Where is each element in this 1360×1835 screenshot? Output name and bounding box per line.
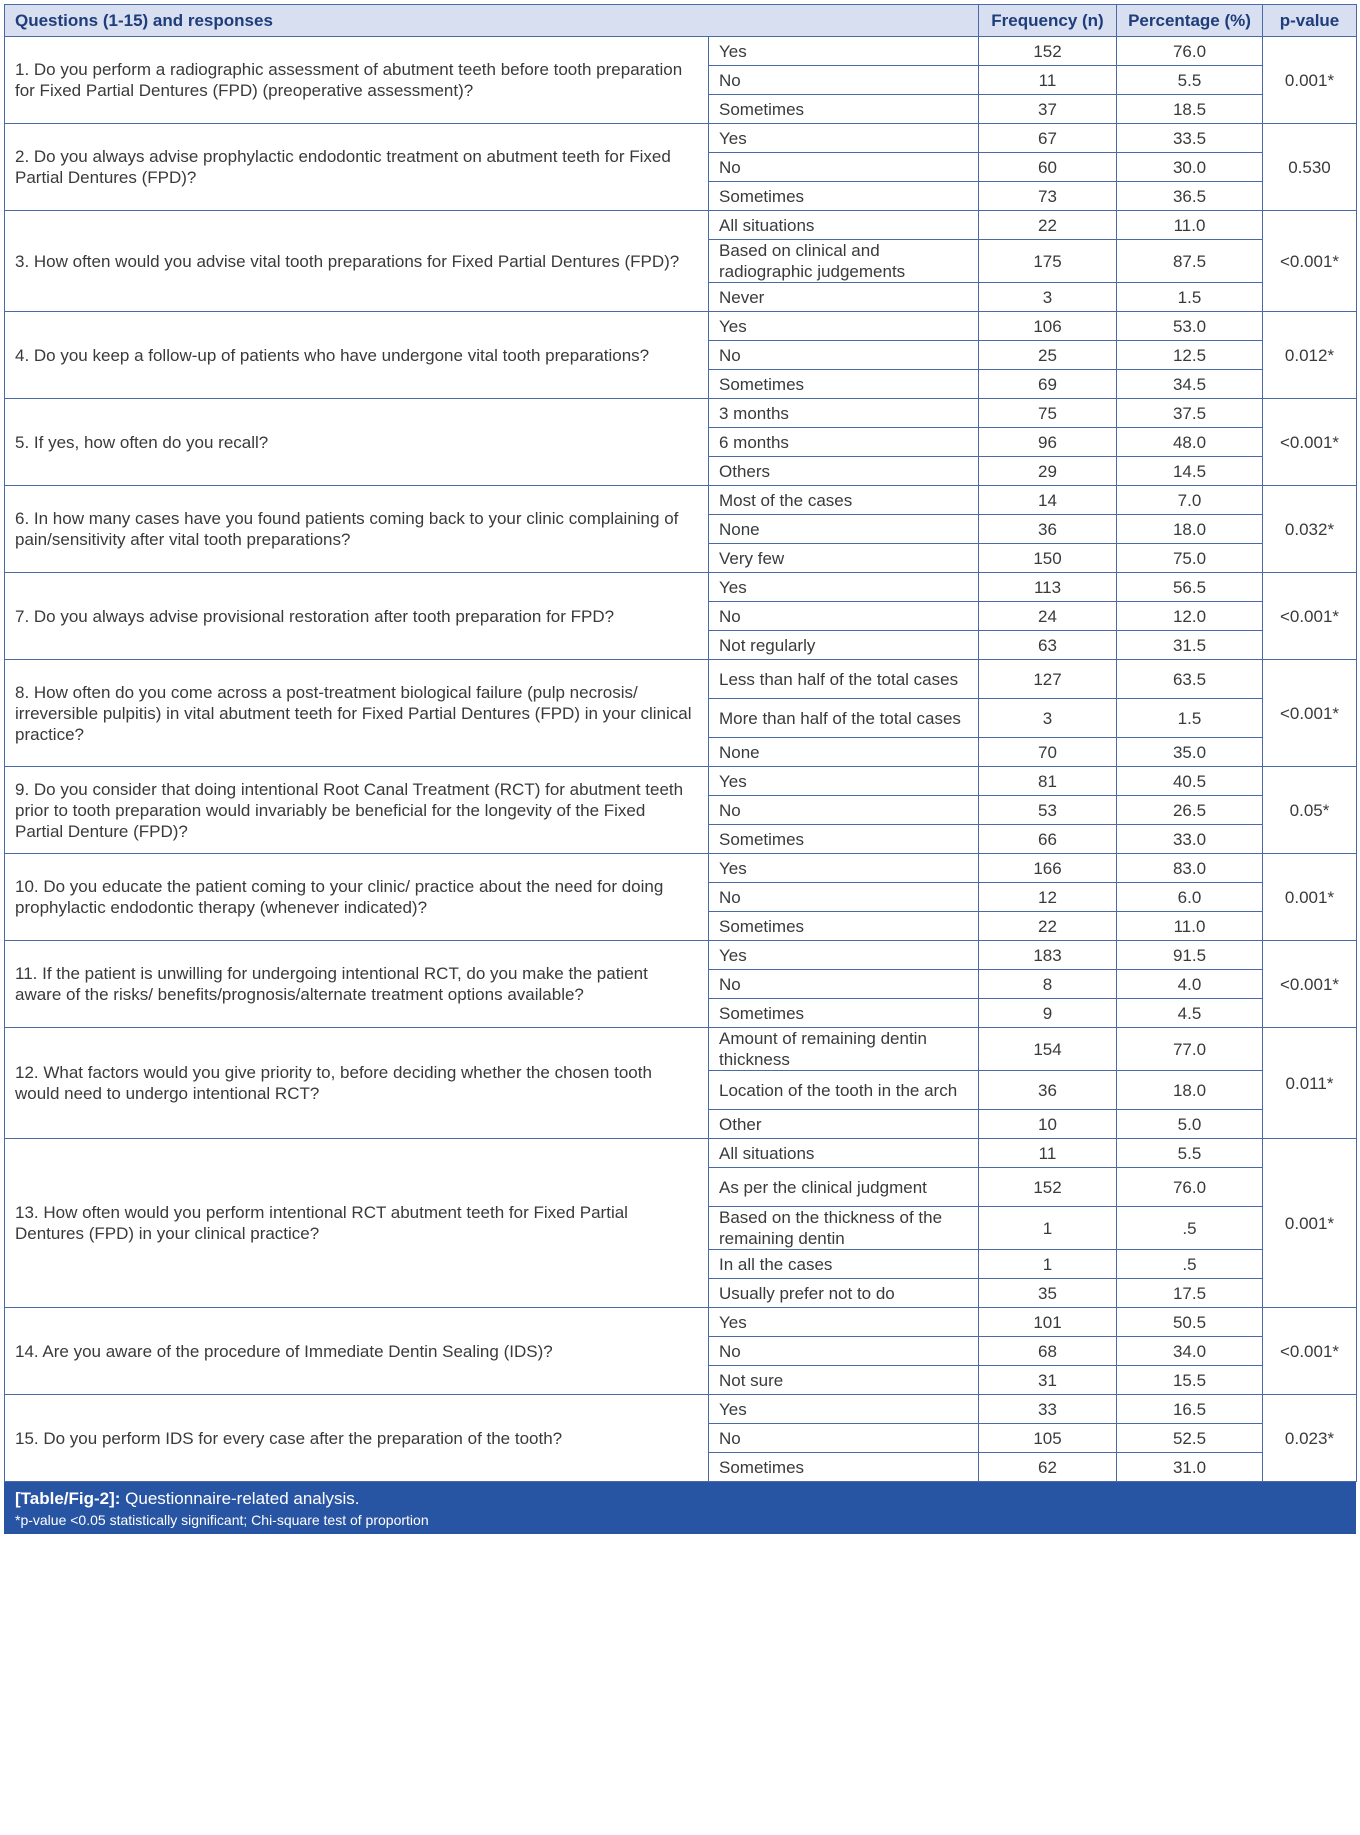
frequency-value: 8 [979, 970, 1117, 999]
percentage-value: 87.5 [1117, 240, 1263, 283]
frequency-value: 9 [979, 999, 1117, 1028]
question-text: 6. In how many cases have you found patients coming back to your clinic complaining of pain/sensitivity after vital tooth preparations? [5, 486, 709, 573]
percentage-value: 52.5 [1117, 1424, 1263, 1453]
frequency-value: 70 [979, 738, 1117, 767]
response-option: Others [709, 457, 979, 486]
frequency-value: 11 [979, 66, 1117, 95]
frequency-value: 166 [979, 854, 1117, 883]
response-option: Based on the thickness of the remaining dentin [709, 1207, 979, 1250]
frequency-value: 106 [979, 312, 1117, 341]
percentage-value: .5 [1117, 1250, 1263, 1279]
response-option: 6 months [709, 428, 979, 457]
percentage-value: 31.0 [1117, 1453, 1263, 1482]
frequency-value: 14 [979, 486, 1117, 515]
p-value: <0.001* [1263, 211, 1357, 312]
table-row [5, 1308, 1357, 1337]
frequency-column-header: Frequency (n) [979, 5, 1117, 37]
question-text: 14. Are you aware of the procedure of Immediate Dentin Sealing (IDS)? [5, 1308, 709, 1395]
response-option: No [709, 1424, 979, 1453]
question-text: 15. Do you perform IDS for every case after the preparation of the tooth? [5, 1395, 709, 1482]
p-value: 0.032* [1263, 486, 1357, 573]
frequency-value: 60 [979, 153, 1117, 182]
frequency-value: 37 [979, 95, 1117, 124]
table-row [5, 854, 1357, 883]
response-option: No [709, 66, 979, 95]
p-value: <0.001* [1263, 573, 1357, 660]
frequency-value: 66 [979, 825, 1117, 854]
p-value: 0.001* [1263, 37, 1357, 124]
frequency-value: 75 [979, 399, 1117, 428]
frequency-value: 69 [979, 370, 1117, 399]
response-option: Sometimes [709, 912, 979, 941]
response-option: Location of the tooth in the arch [709, 1071, 979, 1110]
frequency-value: 113 [979, 573, 1117, 602]
table-row [5, 486, 1357, 515]
frequency-value: 22 [979, 912, 1117, 941]
response-option: No [709, 883, 979, 912]
table-row [5, 1028, 1357, 1071]
frequency-value: 36 [979, 515, 1117, 544]
response-option: No [709, 153, 979, 182]
response-option: Yes [709, 1395, 979, 1424]
p-value: 0.023* [1263, 1395, 1357, 1482]
percentage-value: 63.5 [1117, 660, 1263, 699]
response-option: Sometimes [709, 95, 979, 124]
table-row [5, 941, 1357, 970]
caption-text: Questionnaire-related analysis. [120, 1489, 360, 1508]
frequency-value: 3 [979, 283, 1117, 312]
response-option: Very few [709, 544, 979, 573]
response-option: Based on clinical and radiographic judgements [709, 240, 979, 283]
question-text: 7. Do you always advise provisional restoration after tooth preparation for FPD? [5, 573, 709, 660]
response-option: Sometimes [709, 825, 979, 854]
percentage-value: 33.5 [1117, 124, 1263, 153]
percentage-value: 1.5 [1117, 283, 1263, 312]
percentage-value: 77.0 [1117, 1028, 1263, 1071]
percentage-value: 6.0 [1117, 883, 1263, 912]
response-option: Not sure [709, 1366, 979, 1395]
percentage-value: 37.5 [1117, 399, 1263, 428]
question-text: 2. Do you always advise prophylactic endodontic treatment on abutment teeth for Fixed Partial Dentures (FPD)? [5, 124, 709, 211]
response-option: Yes [709, 1308, 979, 1337]
response-option: No [709, 341, 979, 370]
percentage-value: 26.5 [1117, 796, 1263, 825]
response-option: Most of the cases [709, 486, 979, 515]
table-row [5, 211, 1357, 240]
p-value: <0.001* [1263, 399, 1357, 486]
percentage-value: 35.0 [1117, 738, 1263, 767]
percentage-value: 48.0 [1117, 428, 1263, 457]
response-option: Not regularly [709, 631, 979, 660]
table-figure [4, 4, 1356, 1534]
percentage-value: 14.5 [1117, 457, 1263, 486]
response-option: Yes [709, 767, 979, 796]
frequency-value: 62 [979, 1453, 1117, 1482]
frequency-value: 25 [979, 341, 1117, 370]
frequency-value: 1 [979, 1250, 1117, 1279]
percentage-value: 11.0 [1117, 912, 1263, 941]
response-option: Other [709, 1110, 979, 1139]
table-header-row [5, 5, 1357, 37]
caption-label: [Table/Fig-2]: [15, 1489, 121, 1508]
percentage-value: 76.0 [1117, 37, 1263, 66]
question-text: 12. What factors would you give priority to, before deciding whether the chosen tooth would need to undergo intentional RCT? [5, 1028, 709, 1139]
frequency-value: 33 [979, 1395, 1117, 1424]
frequency-value: 105 [979, 1424, 1117, 1453]
question-text: 13. How often would you perform intentional RCT abutment teeth for Fixed Partial Dentures (FPD) in your clinical practice? [5, 1139, 709, 1308]
frequency-value: 22 [979, 211, 1117, 240]
percentage-value: 40.5 [1117, 767, 1263, 796]
percentage-value: 50.5 [1117, 1308, 1263, 1337]
response-option: No [709, 970, 979, 999]
response-option: In all the cases [709, 1250, 979, 1279]
response-option: Sometimes [709, 182, 979, 211]
percentage-value: 75.0 [1117, 544, 1263, 573]
response-option: No [709, 1337, 979, 1366]
frequency-value: 3 [979, 699, 1117, 738]
response-option: Usually prefer not to do [709, 1279, 979, 1308]
table-row [5, 767, 1357, 796]
percentage-value: 1.5 [1117, 699, 1263, 738]
percentage-value: 16.5 [1117, 1395, 1263, 1424]
frequency-value: 36 [979, 1071, 1117, 1110]
response-option: Sometimes [709, 1453, 979, 1482]
question-text: 10. Do you educate the patient coming to your clinic/ practice about the need for doing prophylactic endodontic therapy (whenever indicated)? [5, 854, 709, 941]
question-text: 9. Do you consider that doing intentional Root Canal Treatment (RCT) for abutment teeth prior to tooth preparation would invariably be beneficial for the longevity of the Fixed Partial Denture (FPD)? [5, 767, 709, 854]
p-value: 0.530 [1263, 124, 1357, 211]
table-row [5, 1139, 1357, 1168]
frequency-value: 1 [979, 1207, 1117, 1250]
response-option: More than half of the total cases [709, 699, 979, 738]
percentage-value: 18.5 [1117, 95, 1263, 124]
percentage-value: 76.0 [1117, 1168, 1263, 1207]
frequency-value: 152 [979, 37, 1117, 66]
p-value: 0.011* [1263, 1028, 1357, 1139]
questionnaire-table [4, 4, 1357, 1482]
question-text: 8. How often do you come across a post-treatment biological failure (pulp necrosis/ irreversible pulpitis) in vital abutment teeth for Fixed Partial Dentures (FPD) in your clinical practice? [5, 660, 709, 767]
p-value: 0.012* [1263, 312, 1357, 399]
table-row [5, 573, 1357, 602]
frequency-value: 63 [979, 631, 1117, 660]
p-value-column-header: p-value [1263, 5, 1357, 37]
percentage-value: 18.0 [1117, 1071, 1263, 1110]
frequency-value: 24 [979, 602, 1117, 631]
response-option: Yes [709, 312, 979, 341]
response-option: Yes [709, 573, 979, 602]
frequency-value: 150 [979, 544, 1117, 573]
response-option: None [709, 738, 979, 767]
response-option: Yes [709, 854, 979, 883]
percentage-value: 7.0 [1117, 486, 1263, 515]
frequency-value: 127 [979, 660, 1117, 699]
percentage-value: 83.0 [1117, 854, 1263, 883]
question-text: 5. If yes, how often do you recall? [5, 399, 709, 486]
question-text: 3. How often would you advise vital tooth preparations for Fixed Partial Dentures (FPD)? [5, 211, 709, 312]
percentage-value: 5.0 [1117, 1110, 1263, 1139]
frequency-value: 10 [979, 1110, 1117, 1139]
frequency-value: 183 [979, 941, 1117, 970]
percentage-value: 12.5 [1117, 341, 1263, 370]
percentage-value: 5.5 [1117, 1139, 1263, 1168]
response-option: 3 months [709, 399, 979, 428]
p-value: <0.001* [1263, 941, 1357, 1028]
p-value: <0.001* [1263, 1308, 1357, 1395]
percentage-value: 15.5 [1117, 1366, 1263, 1395]
response-option: All situations [709, 211, 979, 240]
percentage-value: 5.5 [1117, 66, 1263, 95]
response-option: As per the clinical judgment [709, 1168, 979, 1207]
response-option: Amount of remaining dentin thickness [709, 1028, 979, 1071]
percentage-column-header: Percentage (%) [1117, 5, 1263, 37]
frequency-value: 35 [979, 1279, 1117, 1308]
table-row [5, 660, 1357, 699]
response-option: All situations [709, 1139, 979, 1168]
table-body [5, 37, 1357, 1482]
table-row [5, 312, 1357, 341]
response-option: Less than half of the total cases [709, 660, 979, 699]
percentage-value: 34.0 [1117, 1337, 1263, 1366]
p-value: 0.001* [1263, 854, 1357, 941]
table-caption-bar [4, 1482, 1356, 1534]
percentage-value: 30.0 [1117, 153, 1263, 182]
response-option: Yes [709, 941, 979, 970]
frequency-value: 68 [979, 1337, 1117, 1366]
response-option: Never [709, 283, 979, 312]
frequency-value: 154 [979, 1028, 1117, 1071]
percentage-value: 17.5 [1117, 1279, 1263, 1308]
frequency-value: 67 [979, 124, 1117, 153]
frequency-value: 29 [979, 457, 1117, 486]
frequency-value: 73 [979, 182, 1117, 211]
frequency-value: 175 [979, 240, 1117, 283]
response-option: No [709, 796, 979, 825]
response-option: Yes [709, 124, 979, 153]
p-value: 0.05* [1263, 767, 1357, 854]
frequency-value: 152 [979, 1168, 1117, 1207]
p-value: <0.001* [1263, 660, 1357, 767]
percentage-value: 11.0 [1117, 211, 1263, 240]
frequency-value: 53 [979, 796, 1117, 825]
table-footnote: *p-value <0.05 statistically significant; Chi-square test of proportion [15, 1512, 429, 1528]
percentage-value: 91.5 [1117, 941, 1263, 970]
question-text: 1. Do you perform a radiographic assessment of abutment teeth before tooth preparation for Fixed Partial Dentures (FPD) (preoperative assessment)? [5, 37, 709, 124]
table-row [5, 1395, 1357, 1424]
percentage-value: 36.5 [1117, 182, 1263, 211]
frequency-value: 12 [979, 883, 1117, 912]
table-caption [15, 1488, 1345, 1509]
frequency-value: 31 [979, 1366, 1117, 1395]
p-value: 0.001* [1263, 1139, 1357, 1308]
table-row [5, 399, 1357, 428]
response-option: Yes [709, 37, 979, 66]
question-text: 4. Do you keep a follow-up of patients who have undergone vital tooth preparations? [5, 312, 709, 399]
frequency-value: 101 [979, 1308, 1117, 1337]
percentage-value: 34.5 [1117, 370, 1263, 399]
response-option: Sometimes [709, 999, 979, 1028]
frequency-value: 11 [979, 1139, 1117, 1168]
percentage-value: .5 [1117, 1207, 1263, 1250]
percentage-value: 31.5 [1117, 631, 1263, 660]
percentage-value: 33.0 [1117, 825, 1263, 854]
response-option: None [709, 515, 979, 544]
table-row [5, 37, 1357, 66]
percentage-value: 4.0 [1117, 970, 1263, 999]
percentage-value: 12.0 [1117, 602, 1263, 631]
table-row [5, 124, 1357, 153]
question-column-header: Questions (1-15) and responses [5, 5, 979, 37]
question-text: 11. If the patient is unwilling for undergoing intentional RCT, do you make the patient aware of the risks/ benefits/prognosis/alternate treatment options available? [5, 941, 709, 1028]
response-option: Sometimes [709, 370, 979, 399]
frequency-value: 96 [979, 428, 1117, 457]
response-option: No [709, 602, 979, 631]
frequency-value: 81 [979, 767, 1117, 796]
percentage-value: 53.0 [1117, 312, 1263, 341]
percentage-value: 4.5 [1117, 999, 1263, 1028]
percentage-value: 56.5 [1117, 573, 1263, 602]
percentage-value: 18.0 [1117, 515, 1263, 544]
